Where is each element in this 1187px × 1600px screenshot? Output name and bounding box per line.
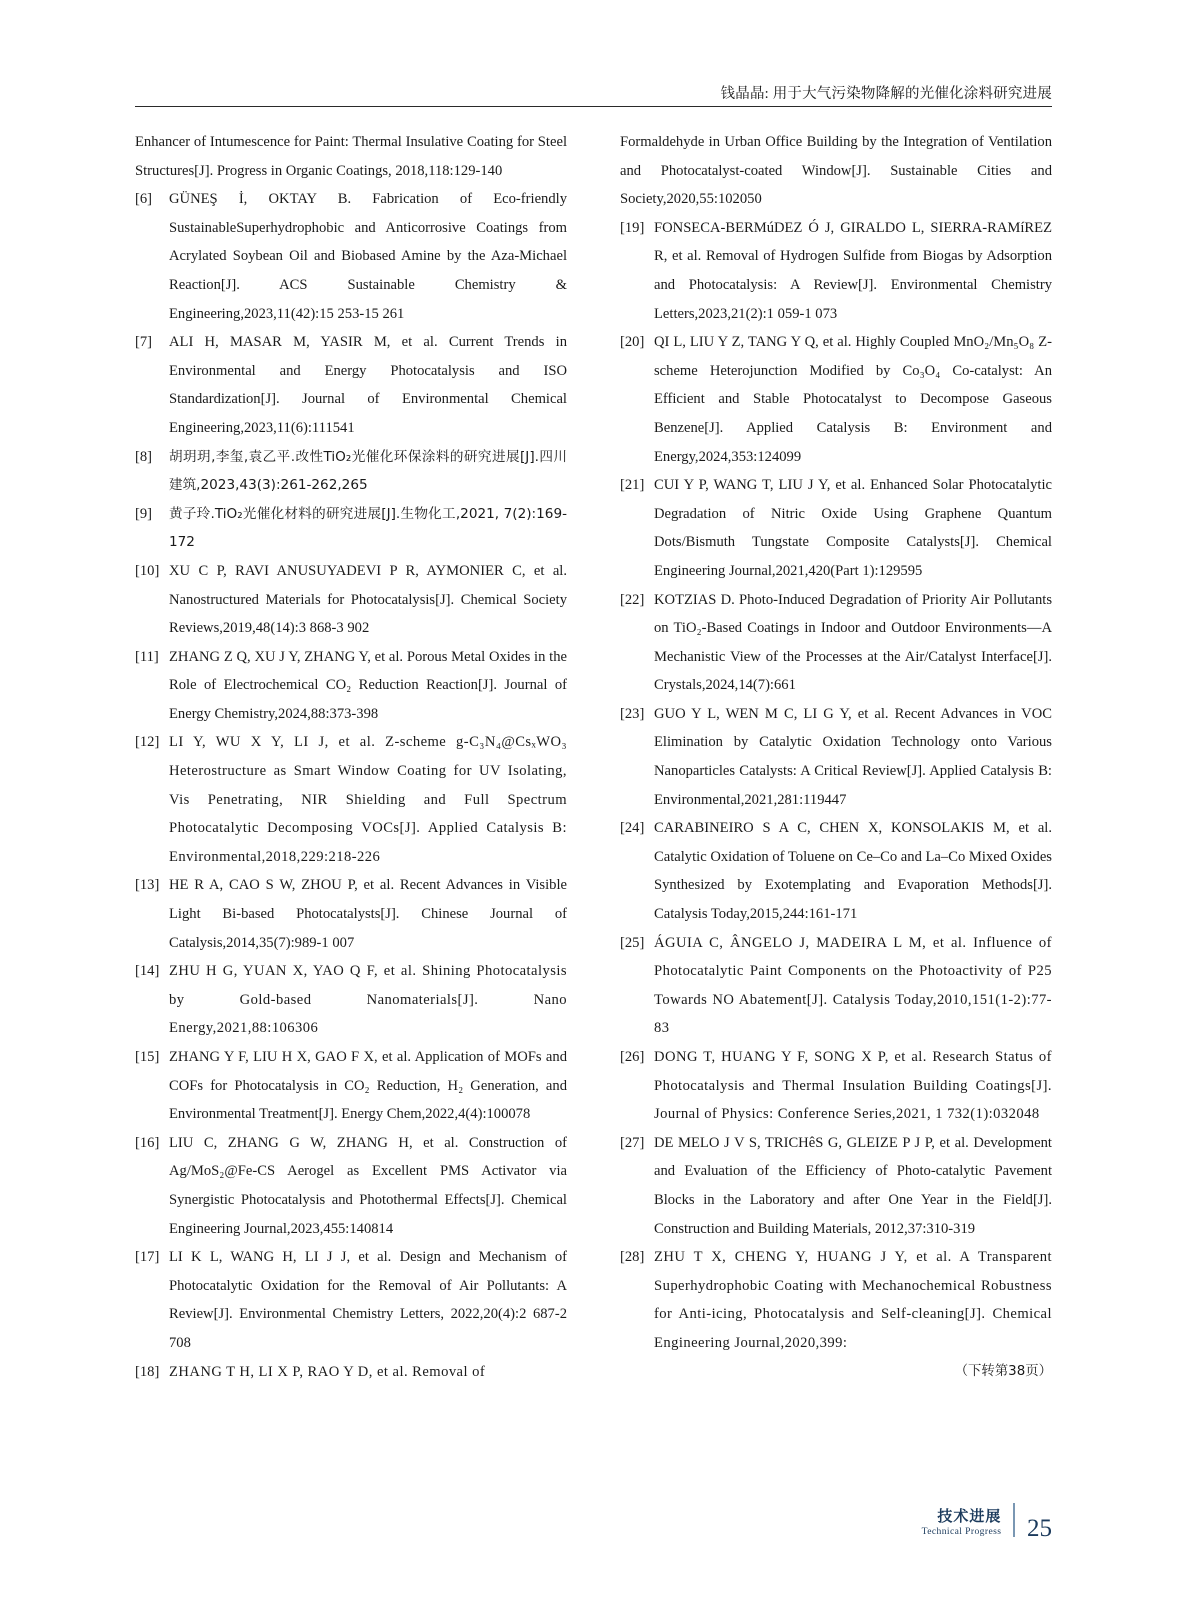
reference-number: [20] bbox=[620, 334, 645, 351]
right-column bbox=[620, 128, 1052, 1386]
reference-item bbox=[620, 586, 1052, 700]
reference-text: ZHANG Y F, LIU H X, GAO F X, et al. Application of MOFs and COFs for Photocatalysis in CO₂ Reduction, H₂ Generation, and Environmental Treatment[J]. Energy Chem,2022,4(4):100078 bbox=[169, 1049, 567, 1123]
reference-text: 黄子玲.TiO₂光催化材料的研究进展[J].生物化工,2021, 7(2):169-172 bbox=[169, 505, 567, 551]
reference-text: CUI Y P, WANG T, LIU J Y, et al. Enhanced Solar Photocatalytic Degradation of Nitric Oxide Using Graphene Quantum Dots/Bismuth Tungstate Composite Catalysts[J]. Chemical Engineering Journal,2021,420(Part 1):129595 bbox=[654, 477, 1052, 579]
reference-text: GÜNEŞ İ, OKTAY B. Fabrication of Eco-friendly SustainableSuperhydrophobic and Anticorrosive Coatings from Acrylated Soybean Oil and Biobased Amine by the Aza-Michael Reaction[J]. ACS Sustainable Chemistry & Engineering,2023,11(42):15 253-15 261 bbox=[169, 191, 567, 322]
reference-item bbox=[620, 214, 1052, 328]
reference-text: DONG T, HUANG Y F, SONG X P, et al. Research Status of Photocatalysis and Thermal Insulation Building Coatings[J]. Journal of Physics: Conference Series,2021, 1 732(1):032048 bbox=[654, 1049, 1052, 1123]
reference-item bbox=[620, 1043, 1052, 1129]
reference-text: Enhancer of Intumescence for Paint: Thermal Insulative Coating for Steel Structures[J]. Progress in Organic Coatings, 2018,118:129-140 bbox=[135, 134, 567, 179]
reference-number: [19] bbox=[620, 219, 645, 236]
reference-text: 胡玥玥,李玺,袁乙平.改性TiO₂光催化环保涂料的研究进展[J].四川建筑,2023,43(3):261-262,265 bbox=[169, 448, 567, 494]
reference-item bbox=[135, 557, 567, 643]
reference-text: LIU C, ZHANG G W, ZHANG H, et al. Construction of Ag/MoS₂@Fe-CS Aerogel as Excellent PMS Activator via Synergistic Photocatalysis and Photothermal Effects[J]. Chemical Engineering Journal,2023,455:140814 bbox=[169, 1134, 567, 1237]
reference-text: LI K L, WANG H, LI J J, et al. Design and Mechanism of Photocatalytic Oxidation for the Removal of Air Pollutants: A Review[J]. Environmental Chemistry Letters, 2022,20(4):2 687-2 708 bbox=[169, 1249, 567, 1351]
left-column bbox=[135, 128, 567, 1386]
reference-number: [7] bbox=[135, 334, 153, 351]
reference-text: ZHU H G, YUAN X, YAO Q F, et al. Shining Photocatalysis by Gold-based Nanomaterials[J]. Nano Energy,2021,88:106306 bbox=[169, 963, 567, 1037]
reference-item bbox=[135, 185, 567, 328]
reference-number: [23] bbox=[620, 705, 645, 722]
reference-number: [9] bbox=[135, 505, 153, 522]
reference-text: DE MELO J V S, TRICHêS G, GLEIZE P J P, et al. Development and Evaluation of the Efficiency of Photo-catalytic Pavement Blocks in the Laboratory and after One Year in the Field[J]. Construction and Building Materials, 2012,37:310-319 bbox=[654, 1134, 1052, 1237]
footer-section-labels bbox=[922, 1508, 1002, 1538]
reference-number: [25] bbox=[620, 934, 645, 951]
reference-item bbox=[135, 728, 567, 871]
reference-item bbox=[620, 128, 1052, 214]
reference-text: ZHANG Z Q, XU J Y, ZHANG Y, et al. Porous Metal Oxides in the Role of Electrochemical CO₂ Reduction Reaction[J]. Journal of Energy Chemistry,2024,88:373-398 bbox=[169, 648, 567, 722]
reference-number: [26] bbox=[620, 1049, 645, 1065]
reference-item bbox=[135, 1043, 567, 1129]
reference-item bbox=[135, 871, 567, 957]
page-footer bbox=[921, 1503, 1052, 1542]
reference-item bbox=[620, 814, 1052, 928]
reference-text: QI L, LIU Y Z, TANG Y Q, et al. Highly Coupled MnO₂/Mn₅O₈ Z-scheme Heterojunction Modified by Co₃O₄ Co-catalyst: An Efficient and Stable Photocatalyst to Decompose Gaseous Benzene[J]. Applied Catalysis B: Environment and Energy,2024,353:124099 bbox=[654, 334, 1052, 465]
continued-note: （下转第38页） bbox=[954, 1363, 1052, 1379]
reference-number: [28] bbox=[620, 1249, 645, 1266]
reference-item bbox=[620, 471, 1052, 585]
reference-text: ZHANG T H, LI X P, RAO Y D, et al. Removal of bbox=[169, 1363, 486, 1380]
footer-section-en: Technical Progress bbox=[921, 1526, 1002, 1538]
reference-text: ÁGUIA C, ÂNGELO J, MADEIRA L M, et al. Influence of Photocatalytic Paint Components on the Photoactivity of P25 Towards NO Abatement[J]. Catalysis Today,2010,151(1-2):77-83 bbox=[654, 934, 1052, 1037]
reference-number: [14] bbox=[135, 963, 160, 980]
footer-section-cn: 技术进展 bbox=[937, 1507, 1002, 1526]
reference-item bbox=[620, 700, 1052, 814]
reference-item bbox=[135, 500, 567, 557]
reference-item bbox=[135, 643, 567, 729]
reference-text: HE R A, CAO S W, ZHOU P, et al. Recent Advances in Visible Light Bi-based Photocatalysts[J]. Chinese Journal of Catalysis,2014,35(7):989-1 007 bbox=[169, 877, 567, 951]
reference-number: [16] bbox=[135, 1134, 160, 1151]
reference-number: [18] bbox=[135, 1363, 160, 1380]
reference-item bbox=[135, 1243, 567, 1357]
reference-text: KOTZIAS D. Photo-Induced Degradation of Priority Air Pollutants on TiO₂-Based Coatings in Indoor and Outdoor Environments—A Mechanistic View of the Processes at the Air/Catalyst Interface[J]. Crystals,2024,14(7):661 bbox=[654, 591, 1052, 694]
reference-item bbox=[135, 1129, 567, 1243]
header-divider bbox=[135, 106, 1052, 107]
reference-number: [22] bbox=[620, 591, 645, 608]
reference-item bbox=[620, 328, 1052, 471]
reference-number: [8] bbox=[135, 448, 153, 465]
reference-number: [12] bbox=[135, 734, 160, 751]
reference-item bbox=[135, 328, 567, 442]
page-number: 25 bbox=[1027, 1515, 1052, 1542]
reference-text: CARABINEIRO S A C, CHEN X, KONSOLAKIS M, et al. Catalytic Oxidation of Toluene on Ce–Co and La–Co Mixed Oxides Synthesized by Exotemplating and Evaporation Methods[J]. Catalysis Today,2015,244:161-171 bbox=[654, 820, 1052, 923]
reference-number: [6] bbox=[135, 191, 153, 208]
reference-number: [24] bbox=[620, 820, 645, 837]
reference-number: [11] bbox=[135, 648, 159, 665]
reference-item bbox=[620, 1129, 1052, 1243]
reference-text: GUO Y L, WEN M C, LI G Y, et al. Recent Advances in VOC Elimination by Catalytic Oxidation Technology onto Various Nanoparticles Catalysts: A Critical Review[J]. Applied Catalysis B: Environmental,2021,281:119447 bbox=[654, 705, 1052, 808]
two-column-body bbox=[135, 128, 1052, 1386]
reference-text: FONSECA-BERMúDEZ Ó J, GIRALDO L, SIERRA-RAMíREZ R, et al. Removal of Hydrogen Sulfide from Biogas by Adsorption and Photocatalysis: A Review[J]. Environmental Chemistry Letters,2023,21(2):1 059-1 073 bbox=[654, 219, 1052, 322]
reference-text: XU C P, RAVI ANUSUYADEVI P R, AYMONIER C, et al. Nanostructured Materials for Photocatalysis[J]. Chemical Society Reviews,2019,48(14):3 868-3 902 bbox=[169, 562, 567, 637]
reference-item bbox=[135, 957, 567, 1043]
reference-number: [10] bbox=[135, 562, 160, 579]
reference-item bbox=[135, 443, 567, 500]
reference-number: [15] bbox=[135, 1049, 160, 1065]
footer-divider bbox=[1013, 1503, 1015, 1537]
reference-text: ZHU T X, CHENG Y, HUANG J Y, et al. A Transparent Superhydrophobic Coating with Mechanochemical Robustness for Anti-icing, Photocatalysis and Self-cleaning[J]. Chemical Engineering Journal,2020,399: bbox=[654, 1249, 1052, 1351]
reference-number: [13] bbox=[135, 877, 160, 894]
reference-item bbox=[135, 1358, 567, 1387]
reference-number: [21] bbox=[620, 477, 645, 494]
reference-item bbox=[620, 929, 1052, 1043]
running-header: 钱晶晶: 用于大气污染物降解的光催化涂料研究进展 bbox=[720, 86, 1052, 102]
reference-text: Formaldehyde in Urban Office Building by the Integration of Ventilation and Photocatalyst-coated Window[J]. Sustainable Cities and Society,2020,55:102050 bbox=[620, 134, 1052, 208]
reference-text: LI Y, WU X Y, LI J, et al. Z-scheme g-C₃N₄@CsₓWO₃ Heterostructure as Smart Window Coating for UV Isolating, Vis Penetrating, NIR Shielding and Full Spectrum Photocatalytic Decomposing VOCs[J]. Applied Catalysis B: Environmental,2018,229:218-226 bbox=[169, 734, 567, 865]
reference-item bbox=[135, 128, 567, 185]
reference-item bbox=[620, 1243, 1052, 1357]
reference-text: ALI H, MASAR M, YASIR M, et al. Current Trends in Environmental and Energy Photocatalysis and ISO Standardization[J]. Journal of Environmental Chemical Engineering,2023,11(6):111541 bbox=[169, 334, 567, 436]
reference-number: [17] bbox=[135, 1249, 160, 1266]
reference-number: [27] bbox=[620, 1134, 645, 1151]
